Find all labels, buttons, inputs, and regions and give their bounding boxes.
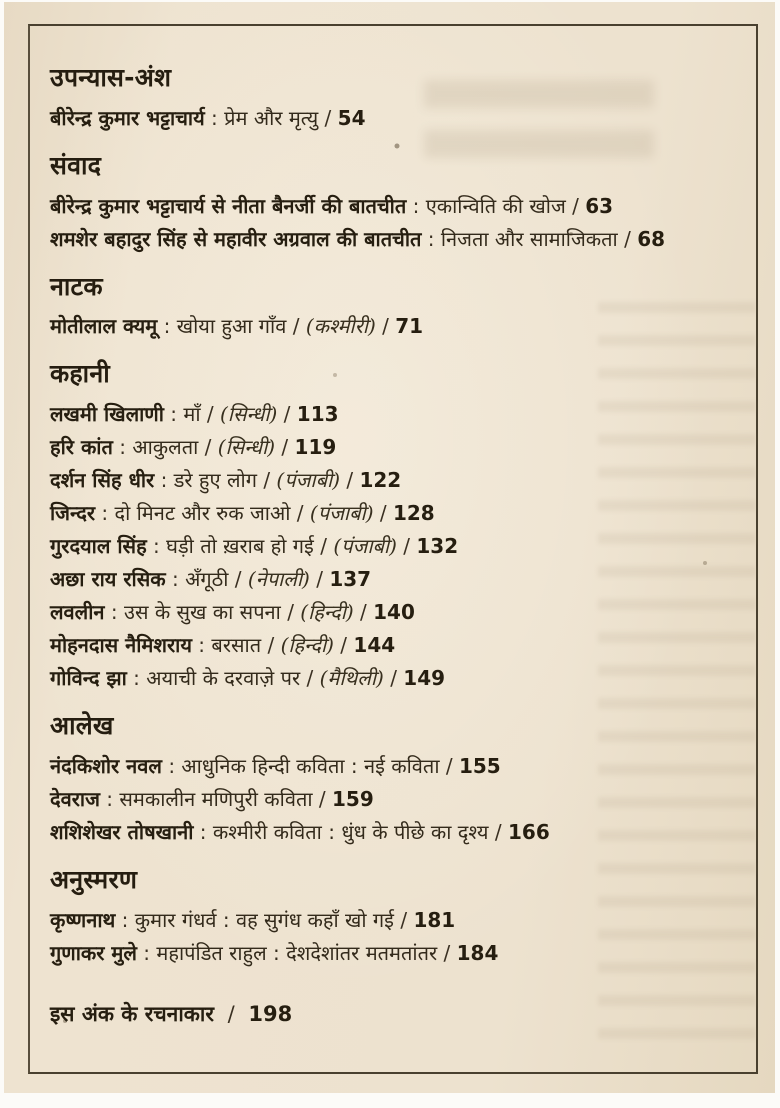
slash-separator: / [488, 819, 508, 844]
entry-author: देवराज [50, 786, 100, 811]
slash-separator: / [300, 666, 320, 690]
entry-title: अयाची के दरवाज़े पर [146, 666, 301, 690]
entry-title: कुमार गंधर्व : वह सुगंध कहाँ खो गई [134, 907, 394, 932]
slash-separator: / [198, 435, 218, 459]
toc-entry [50, 464, 740, 497]
entry-page-number: 149 [403, 666, 446, 690]
slash-separator: / [340, 468, 360, 492]
toc-entry [50, 398, 740, 431]
slash-separator: / [275, 435, 295, 459]
slash-separator: / [313, 534, 334, 558]
entry-language: (नेपाली) [247, 567, 310, 591]
slash-separator: / [617, 226, 638, 251]
slash-separator: / [373, 501, 393, 525]
entry-page-number: 128 [392, 501, 435, 525]
colon-separator: : [157, 314, 177, 339]
entry-page-number: 132 [416, 534, 459, 558]
slash-separator: / [318, 105, 338, 130]
toc-entry [50, 937, 740, 970]
entry-page-number: 71 [395, 314, 424, 339]
colon-separator: : [204, 105, 225, 130]
entry-author: कृष्णनाथ [50, 907, 116, 932]
section-heading: संवाद [50, 150, 102, 180]
entry-author: जिन्दर [50, 501, 95, 525]
entry-page-number: 144 [353, 633, 396, 657]
colon-separator: : [406, 193, 426, 218]
entry-language: (कश्मीरी) [305, 314, 376, 339]
toc-entry [50, 310, 740, 343]
slash-separator: / [261, 633, 281, 657]
slash-separator: / [333, 633, 354, 657]
entry-author: बीरेन्द्र कुमार भट्टाचार्य से नीता बैनर्जी की बातचीत [50, 193, 407, 218]
slash-separator: / [383, 666, 404, 690]
entry-language: (पंजाबी) [309, 501, 374, 525]
colon-separator: : [95, 501, 115, 525]
entry-author: नंदकिशोर नवल [50, 753, 162, 778]
entry-language: (पंजाबी) [333, 534, 397, 558]
paper-specks [4, 2, 6, 4]
entry-page-number: 159 [332, 786, 374, 811]
toc-entry [50, 431, 740, 464]
entry-author: हरि कांत [50, 435, 113, 459]
entry-title: खोया हुआ गाँव [176, 314, 287, 339]
entry-title: माँ [183, 402, 201, 426]
entry-page-number: 119 [294, 435, 337, 459]
slash-separator: / [439, 753, 459, 778]
entry-author: गोविन्द झा [50, 666, 127, 690]
entry-author: शशिशेखर तोषखानी [50, 819, 194, 844]
colon-separator: : [191, 633, 212, 657]
slash-separator: / [396, 534, 417, 558]
slash-separator: / [353, 600, 374, 624]
entry-page-number: 63 [585, 193, 614, 218]
slash-separator: / [312, 786, 332, 811]
entry-title: आकुलता [132, 435, 199, 459]
toc-entry [50, 102, 740, 135]
colon-separator: : [165, 567, 186, 591]
entry-title: उस के सुख का सपना [123, 600, 281, 624]
colon-separator: : [136, 940, 157, 965]
entry-title: प्रेम और मृत्यु [224, 105, 319, 130]
entry-language: (हिन्दी) [300, 600, 354, 624]
contributors-page-number: 198 [248, 1001, 293, 1026]
slash-separator: / [228, 567, 248, 591]
colon-separator: : [112, 435, 133, 459]
toc-entry [50, 904, 740, 937]
toc-entry [50, 783, 740, 816]
section-heading: आलेख [50, 711, 114, 740]
entry-author: गुरदयाल सिंह [50, 534, 147, 558]
slash-separator: / [437, 940, 457, 965]
entry-author: गुणाकर मुले [50, 940, 137, 965]
entry-title: आधुनिक हिन्दी कविता : नई कविता [181, 753, 440, 778]
entry-language: (मैथिली) [319, 666, 384, 690]
entry-author: लखमी खिलाणी [50, 402, 164, 426]
entry-author: बीरेन्द्र कुमार भट्टाचार्य [50, 105, 205, 130]
entry-author: मोहनदास नैमिशराय [50, 633, 192, 657]
entry-title: समकालीन मणिपुरी कविता [119, 786, 313, 811]
slash-separator: / [200, 402, 220, 426]
entry-title: डरे हुए लोग [173, 468, 257, 492]
entry-author: शमशेर बहादुर सिंह से महावीर अग्रवाल की बातचीत [50, 226, 422, 251]
slash-separator: / [393, 907, 414, 932]
entry-language: (पंजाबी) [276, 468, 341, 492]
entry-title: अँगूठी [185, 567, 229, 591]
slash-separator: / [220, 1001, 242, 1026]
toc-entry [50, 563, 740, 596]
entry-author: लवलीन [50, 600, 105, 624]
entry-language: (सिन्धी) [220, 402, 278, 426]
slash-separator: / [277, 402, 297, 426]
entry-page-number: 140 [373, 600, 415, 624]
entry-page-number: 113 [296, 402, 339, 426]
entry-title: महापंडित राहुल : देशदेशांतर मतमतांतर [156, 940, 438, 965]
colon-separator: : [99, 786, 120, 811]
toc-entry [50, 190, 740, 223]
entry-page-number: 122 [359, 468, 402, 492]
toc-entry [50, 750, 740, 783]
entry-page-number: 181 [413, 907, 456, 932]
entry-page-number: 184 [456, 940, 499, 965]
colon-separator: : [421, 226, 441, 251]
entry-language: (सिन्धी) [217, 435, 276, 459]
entry-author: दर्शन सिंह धीर [50, 468, 155, 492]
entry-author: मोतीलाल क्यमू [50, 314, 158, 339]
colon-separator: : [104, 600, 124, 624]
slash-separator: / [375, 314, 396, 339]
slash-separator: / [286, 314, 306, 339]
colon-separator: : [154, 468, 174, 492]
slash-separator: / [309, 567, 330, 591]
entry-language: (हिन्दी) [280, 633, 334, 657]
section-heading: नाटक [50, 271, 103, 301]
slash-separator: / [290, 501, 310, 525]
toc-entry [50, 629, 740, 662]
toc-sections [50, 64, 740, 970]
entry-title: बरसात [211, 633, 262, 657]
slash-separator: / [280, 600, 301, 624]
entry-page-number: 68 [637, 226, 666, 251]
scanned-page [4, 2, 775, 1093]
colon-separator: : [193, 819, 213, 844]
table-of-contents [50, 64, 740, 1028]
entry-page-number: 155 [458, 753, 501, 778]
colon-separator: : [163, 402, 184, 426]
entry-title: घड़ी तो ख़राब हो गई [166, 534, 314, 558]
toc-entry [50, 223, 740, 256]
entry-title: कश्मीरी कविता : धुंध के पीछे का दृश्य [212, 819, 489, 844]
contributors-label: इस अंक के रचनाकार [50, 1001, 214, 1026]
colon-separator: : [146, 534, 167, 558]
entry-title: दो मिनट और रुक जाओ [114, 501, 291, 525]
slash-separator: / [565, 193, 586, 218]
colon-separator: : [161, 753, 182, 778]
toc-entry [50, 530, 740, 563]
entry-title: एकान्विति की खोज [425, 193, 566, 218]
toc-entry [50, 662, 740, 695]
entry-page-number: 54 [337, 105, 366, 130]
entry-author: अछा राय रसिक [50, 567, 166, 591]
contributors-line [50, 1000, 740, 1028]
toc-entry [50, 497, 740, 530]
section-heading: उपन्यास-अंश [50, 63, 172, 92]
colon-separator: : [115, 907, 135, 932]
entry-page-number: 137 [329, 567, 372, 591]
entry-title: निजता और सामाजिकता [440, 226, 618, 251]
entry-page-number: 166 [507, 819, 550, 844]
toc-entry [50, 596, 740, 629]
slash-separator: / [256, 468, 277, 492]
colon-separator: : [126, 666, 147, 690]
section-heading: कहानी [50, 359, 110, 389]
section-heading: अनुस्मरण [50, 864, 138, 894]
toc-entry [50, 816, 740, 849]
